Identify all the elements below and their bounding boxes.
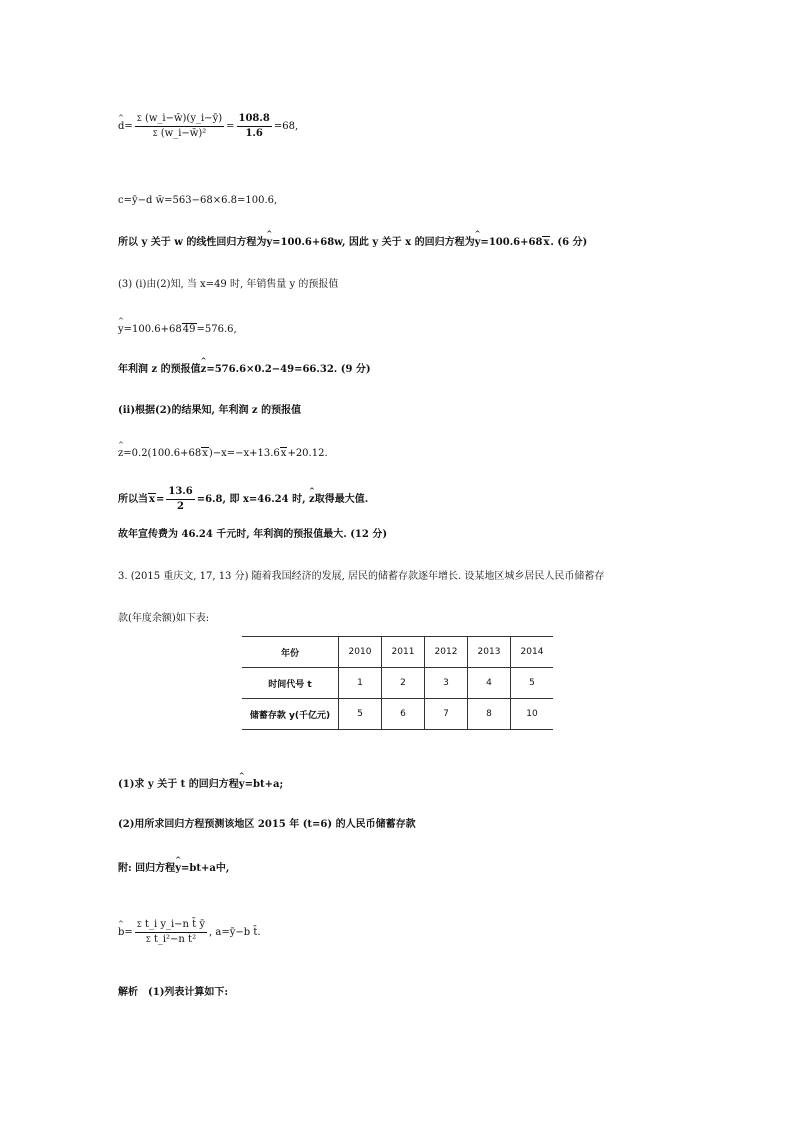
table-cell: 5 — [339, 699, 382, 730]
problem3-line2: 款(年度余额)如下表: — [118, 613, 210, 624]
table-cell: 2 — [382, 668, 425, 699]
max-num: 13.6 — [166, 485, 194, 500]
linear-regression-line — [118, 236, 587, 250]
formula-d-val-den: 1.6 — [245, 128, 263, 139]
formula-d-value-fraction — [237, 112, 272, 141]
table-cell: 5 — [511, 668, 554, 699]
linear-part3: ^ y=100.6+68 — [475, 236, 543, 250]
formula-d-numerator: (w_i−w̄)(y_i−ȳ) — [144, 113, 223, 124]
appendix-pre: 附: 回归方程 — [118, 863, 176, 874]
y49-post: =576.6, — [196, 324, 237, 335]
table-cell: 2010 — [339, 637, 382, 668]
y49-line — [118, 323, 237, 337]
q3-i: (3) (i)由(2)知, 当 x=49 时, 年销售量 y 的预报值 — [118, 279, 339, 290]
z-mid: )−x=−x+13.6 — [208, 448, 280, 459]
formula-b-den: t_i²−n t̄² — [153, 934, 197, 945]
table-cell: 3 — [425, 668, 468, 699]
conclusion: 故年宣传费为 46.24 千元时, 年利润的预报值最大. (12 分) — [118, 529, 388, 540]
linear-part4: x — [543, 237, 550, 248]
linear-part2: ^ y=100.6+68w, 因此 y 关于 x 的回归方程为 — [266, 236, 474, 250]
max-post: =6.8, 即 x=46.24 时, — [196, 494, 310, 505]
table-row-header: 时间代号 t — [242, 668, 339, 699]
table-row — [242, 637, 553, 668]
formula-d-result: =68, — [273, 121, 299, 132]
table-row-header: 储蓄存款 y(千亿元) — [242, 699, 339, 730]
max-line — [118, 485, 368, 514]
table-cell: 2012 — [425, 637, 468, 668]
q1-line — [118, 778, 283, 792]
formula-b-lhs: ^ b= — [118, 926, 133, 940]
z-pre: ^ z=0.2(100.6+68 — [118, 447, 201, 461]
max-eq: = — [155, 494, 165, 505]
q1-pre: (1)求 y 关于 t 的回归方程 — [118, 779, 239, 790]
table-cell: 2011 — [382, 637, 425, 668]
linear-part1: 所以 y 关于 w 的线性回归方程为 — [118, 237, 267, 248]
z-expression — [118, 447, 328, 461]
max-fraction — [166, 485, 194, 514]
formula-d: ^ d= $\frac{\Sigma (w\_i-w̄)(y\_i-ȳ)}{\text{Σ (w\_i−w̄)²}}$ = $\frac{108.8}{1.6}$ =68, — [118, 112, 298, 141]
table-cell: 8 — [468, 699, 511, 730]
savings-table — [242, 636, 553, 730]
profit-pre: 年利润 z 的预报值 — [118, 364, 201, 375]
max-end: 取得最大值. — [314, 494, 369, 505]
z-sqrt2: x — [280, 448, 287, 459]
problem3-line1: 3. (2015 重庆文, 17, 13 分) 随着我国经济的发展, 居民的储蓄存款逐年增长. 设某地区城乡居民人民币储蓄存 — [118, 571, 605, 582]
table-cell: 4 — [468, 668, 511, 699]
formula-d-lhs: ^ d — [118, 120, 124, 134]
table-row — [242, 668, 553, 699]
table-row — [242, 699, 553, 730]
q1-eq: ^ y=bt+a; — [239, 778, 283, 792]
appendix-line — [118, 862, 229, 876]
table-cell: 1 — [339, 668, 382, 699]
profit-post: ^ z=576.6×0.2−49=66.32. (9 分) — [201, 363, 371, 377]
formula-b-fraction: $\frac{\text{Σ t\_i y\_i−n t̄ ȳ}}{\text{Σ t\_i²−n t̄²}}$ — [136, 919, 206, 945]
q3-ii: (ii)根据(2)的结果知, 年利润 z 的预报值 — [118, 405, 302, 416]
z-sqrt1: x — [202, 448, 208, 459]
table-cell: 7 — [425, 699, 468, 730]
max-z: ^ z — [309, 493, 315, 507]
table-cell: 2014 — [511, 637, 554, 668]
formula-d-denominator: (w_i−w̄)² — [160, 128, 207, 139]
formula-b — [118, 918, 261, 947]
y49-pre: ^ y=100.6+68 — [118, 323, 182, 337]
formula-d-sum-fraction: $\frac{\Sigma (w\_i-w̄)(y\_i-ȳ)}{\text{Σ (w\_i−w̄)²}}$ — [136, 113, 223, 139]
formula-b-tail: , a=ȳ−b t̄. — [209, 927, 261, 938]
formula-c: c=ȳ−d w̄=563−68×6.8=100.6, — [118, 195, 278, 206]
max-den: 2 — [177, 501, 185, 512]
linear-part5: . (6 分) — [550, 237, 588, 248]
solution-line: 解析 (1)列表计算如下: — [118, 987, 229, 998]
max-sqrt: x — [149, 494, 155, 505]
formula-b-num: t_i y_i−n t̄ ȳ — [144, 919, 206, 930]
profit-line — [118, 363, 371, 377]
appendix-post: 中, — [215, 863, 230, 874]
appendix-eq: ^ y=bt+a — [175, 862, 216, 876]
q2-line: (2)用所求回归方程预测该地区 2015 年 (t=6) 的人民币储蓄存款 — [118, 819, 416, 830]
table-cell: 10 — [511, 699, 554, 730]
table-row-header: 年份 — [242, 637, 339, 668]
z-post: +20.12. — [287, 448, 328, 459]
table-cell: 6 — [382, 699, 425, 730]
formula-d-val-num: 108.8 — [237, 112, 272, 127]
table-cell: 2013 — [468, 637, 511, 668]
y49-sqrt: 49 — [182, 324, 196, 335]
max-pre: 所以当 — [118, 494, 148, 505]
